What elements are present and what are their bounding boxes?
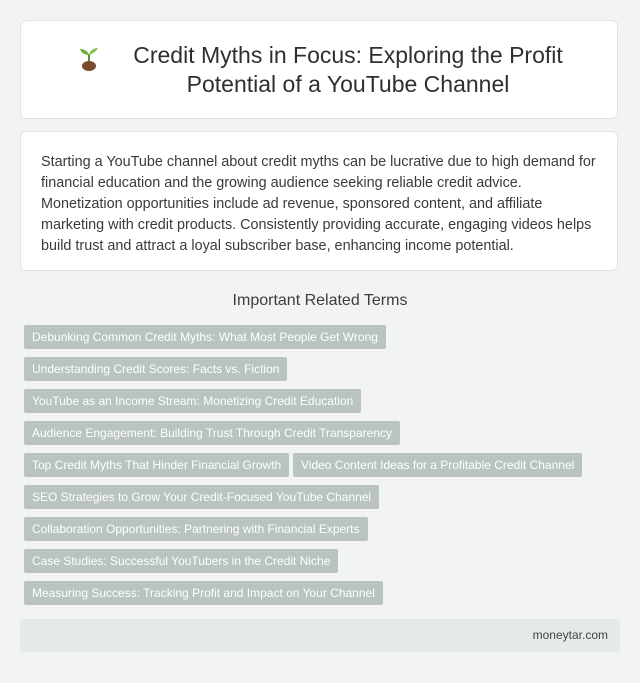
title-card: [20, 20, 618, 119]
related-term-tag[interactable]: YouTube as an Income Stream: Monetizing Credit Education: [24, 389, 361, 413]
footer-site-link[interactable]: moneytar.com: [532, 628, 608, 642]
related-term-tag[interactable]: SEO Strategies to Grow Your Credit-Focused YouTube Channel: [24, 485, 379, 509]
description-card: [20, 131, 618, 271]
related-term-tag[interactable]: Understanding Credit Scores: Facts vs. Fiction: [24, 357, 287, 381]
related-term-tag[interactable]: Collaboration Opportunities: Partnering with Financial Experts: [24, 517, 368, 541]
page-title: Credit Myths in Focus: Exploring the Profit Potential of a YouTube Channel: [133, 41, 563, 97]
related-term-tag[interactable]: Audience Engagement: Building Trust Through Credit Transparency: [24, 421, 400, 445]
related-term-tag[interactable]: Measuring Success: Tracking Profit and Impact on Your Channel: [24, 581, 383, 605]
related-term-tag[interactable]: Video Content Ideas for a Profitable Credit Channel: [293, 453, 582, 477]
related-term-tag[interactable]: Case Studies: Successful YouTubers in the Credit Niche: [24, 549, 338, 573]
footer: [20, 619, 620, 652]
related-terms-heading: Important Related Terms: [232, 292, 408, 309]
related-term-tag[interactable]: Debunking Common Credit Myths: What Most People Get Wrong: [24, 325, 386, 349]
description-text: Starting a YouTube channel about credit myths can be lucrative due to high demand for financial education and the growing audience seeking reliable credit advice. Monetization opportunities include ad revenue, sponsored content, and affiliate marketing with credit products. Consistently providing accurate, engaging videos helps build trust and attract a loyal subscriber base, enhancing income potential.: [41, 154, 596, 254]
related-term-tag[interactable]: Top Credit Myths That Hinder Financial Growth: [24, 453, 289, 477]
